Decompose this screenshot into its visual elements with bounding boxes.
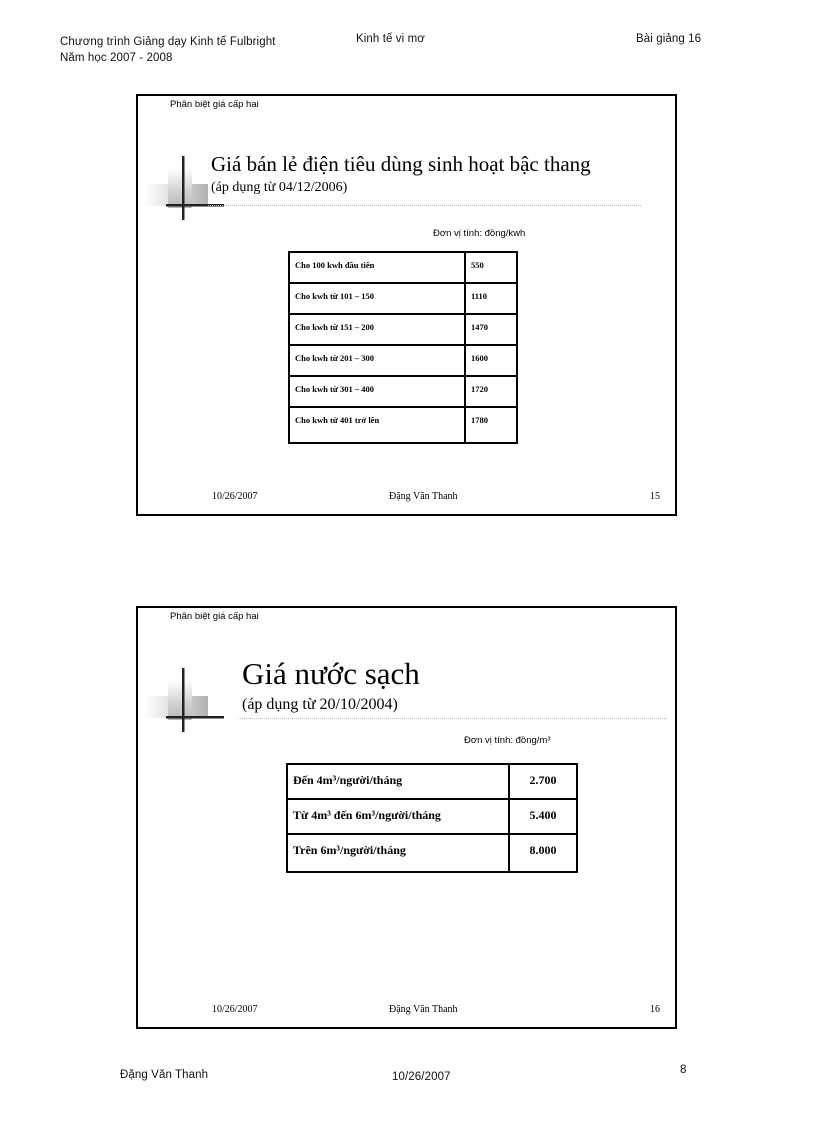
slide-16 bbox=[136, 606, 677, 1029]
tier-label: Từ 4m³ đến 6m³/người/tháng bbox=[287, 799, 509, 834]
slide-number: 16 bbox=[650, 1004, 660, 1015]
table-row bbox=[287, 764, 577, 799]
title-rule bbox=[208, 205, 641, 206]
tier-price: 1110 bbox=[465, 283, 517, 314]
table-row bbox=[287, 799, 577, 834]
unit-note: Đơn vị tính: đồng/m³ bbox=[464, 735, 551, 746]
slide-number: 15 bbox=[650, 491, 660, 502]
water-price-table bbox=[286, 763, 578, 873]
slide-subtitle: (áp dụng từ 20/10/2004) bbox=[242, 696, 398, 713]
tier-label: Cho kwh từ 401 trở lên bbox=[289, 407, 465, 443]
page-number: 8 bbox=[680, 1064, 687, 1076]
tier-price: 1780 bbox=[465, 407, 517, 443]
electricity-price-table bbox=[288, 251, 518, 444]
table-row bbox=[289, 345, 517, 376]
tier-price: 2.700 bbox=[509, 764, 577, 799]
tier-price: 8.000 bbox=[509, 834, 577, 872]
slide-subtitle: (áp dụng từ 04/12/2006) bbox=[211, 180, 348, 195]
slide-author: Đặng Văn Thanh bbox=[389, 491, 458, 502]
program-name: Chương trình Giảng dạy Kinh tế Fulbright bbox=[60, 36, 276, 48]
slide-15 bbox=[136, 94, 677, 516]
tier-price: 5.400 bbox=[509, 799, 577, 834]
table-row bbox=[289, 376, 517, 407]
tier-label: Cho kwh từ 151 – 200 bbox=[289, 314, 465, 345]
course-name: Kinh tế vi mơ bbox=[356, 33, 425, 45]
tier-price: 1470 bbox=[465, 314, 517, 345]
title-rule bbox=[238, 718, 667, 719]
table-row bbox=[289, 283, 517, 314]
table-row bbox=[289, 252, 517, 283]
table-row bbox=[287, 834, 577, 872]
table-row bbox=[289, 407, 517, 443]
tier-label: Cho kwh từ 301 – 400 bbox=[289, 376, 465, 407]
tier-price: 1600 bbox=[465, 345, 517, 376]
lecture-number: Bài giảng 16 bbox=[636, 33, 702, 45]
tier-price: 550 bbox=[465, 252, 517, 283]
slide-topic: Phân biệt giá cấp hai bbox=[170, 99, 259, 110]
tier-price: 1720 bbox=[465, 376, 517, 407]
tier-label: Cho kwh từ 101 – 150 bbox=[289, 283, 465, 314]
tier-label: Trên 6m³/người/tháng bbox=[287, 834, 509, 872]
unit-note: Đơn vị tính: đồng/kwh bbox=[433, 228, 526, 239]
tier-label: Cho 100 kwh đầu tiên bbox=[289, 252, 465, 283]
slide-decoration bbox=[144, 666, 224, 734]
footer-author: Đặng Văn Thanh bbox=[120, 1069, 209, 1081]
tier-label: Cho kwh từ 201 – 300 bbox=[289, 345, 465, 376]
tier-label: Đến 4m³/người/tháng bbox=[287, 764, 509, 799]
academic-year: Năm học 2007 - 2008 bbox=[60, 52, 173, 64]
slide-date: 10/26/2007 bbox=[212, 1004, 258, 1015]
slide-title: Giá nước sạch bbox=[242, 656, 420, 691]
footer-date: 10/26/2007 bbox=[392, 1071, 451, 1083]
table-row bbox=[289, 314, 517, 345]
slide-date: 10/26/2007 bbox=[212, 491, 258, 502]
slide-author: Đặng Văn Thanh bbox=[389, 1004, 458, 1015]
slide-title: Giá bán lẻ điện tiêu dùng sinh hoạt bậc thang bbox=[211, 152, 591, 176]
slide-topic: Phân biệt giá cấp hai bbox=[170, 611, 259, 622]
